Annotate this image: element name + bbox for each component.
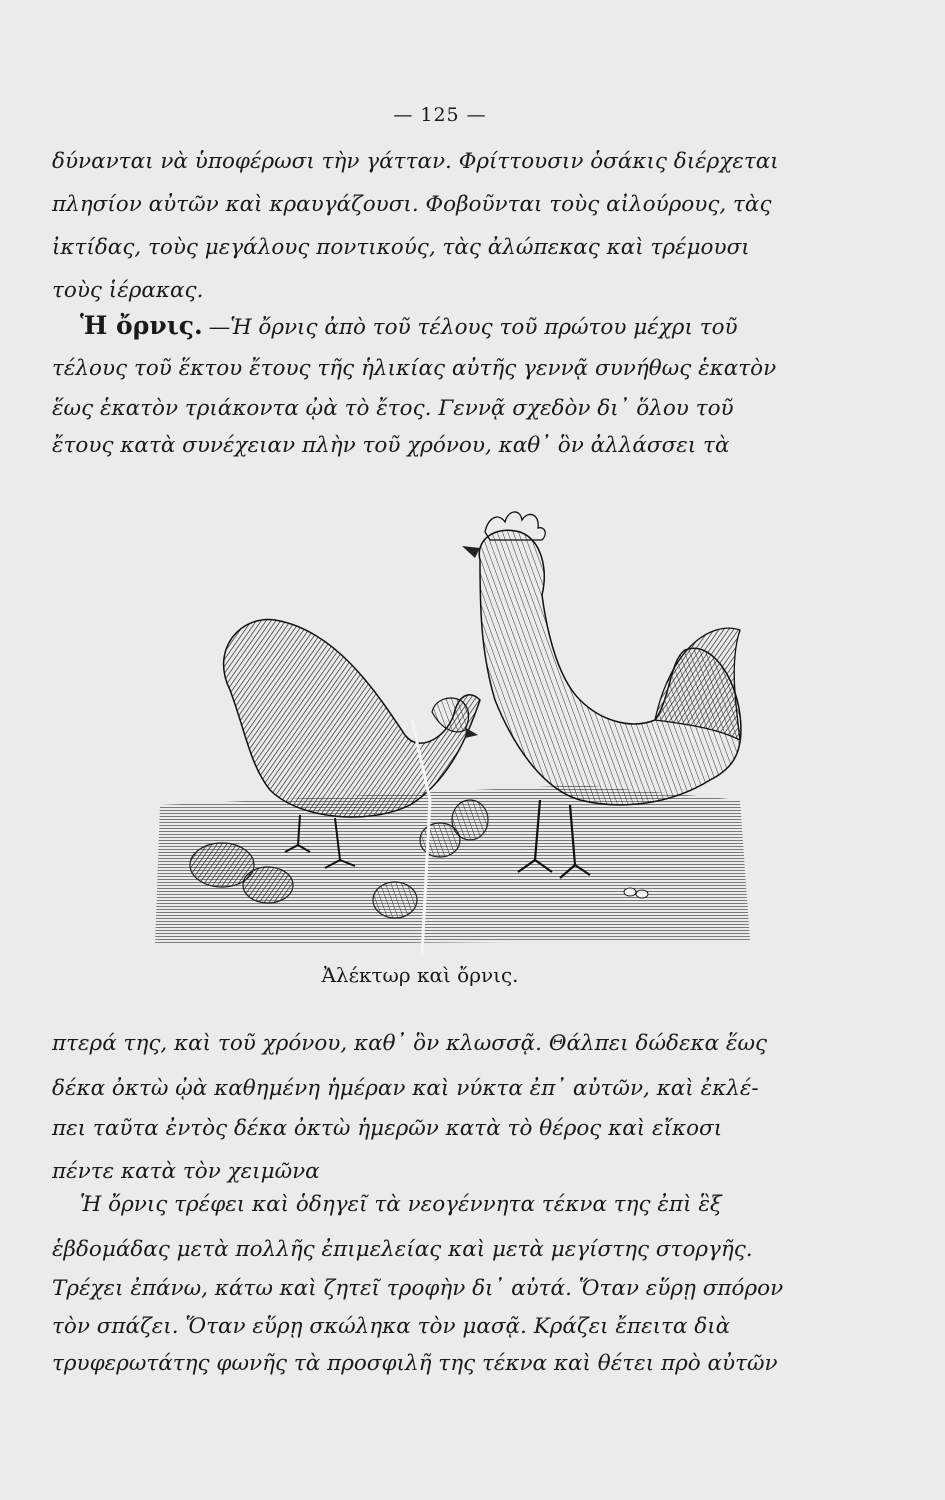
text-line: τρυφερωτάτης φωνῆς τὰ προσφιλῆ της τέκνα καὶ θέτει πρὸ αὐτῶν [52,1351,778,1376]
page-number: — 125 — [393,104,487,126]
text-line: Ἡ ὄρνις τρέφει καὶ ὁδηγεῖ τὰ νεογέννητα τέκνα της ἐπὶ ἓξ [80,1192,722,1217]
text-line: ἔτους κατὰ συνέχειαν πλὴν τοῦ χρόνου, καθ᾽ ὃν ἀλλάσσει τὰ [52,433,730,458]
egg [624,888,636,896]
hen-beak [465,728,478,738]
egg [636,890,648,898]
hen-head [432,698,469,732]
section-heading: Ἡ ὄρνις. [80,311,203,340]
text-line: πέντε κατὰ τὸν χειμῶνα [52,1159,320,1184]
engraving-illustration [150,500,760,955]
rooster-beak [462,546,480,558]
text-line: ἕως ἑκατὸν τριάκοντα ᾠὰ τὸ ἔτος. Γεννᾷ σχεδὸν δι᾽ ὅλου τοῦ [52,396,734,421]
figure-caption: Ἀλέκτωρ καὶ ὄρνις. [321,963,519,987]
text-line: πτερά της, καὶ τοῦ χρόνου, καθ᾽ ὃν κλωσσᾷ. Θάλπει δώδεκα ἕως [52,1031,768,1056]
text-line: δέκα ὀκτὼ ᾠὰ καθημένη ἡμέραν καὶ νύκτα ἐπ᾽ αὐτῶν, καὶ ἐκλέ- [52,1076,759,1101]
chick [452,800,488,840]
heading-line [80,312,850,341]
chick [243,867,293,903]
text-line: Τρέχει ἐπάνω, κάτω καὶ ζητεῖ τροφὴν δι᾽ αὐτά. Ὅταν εὕρῃ σπόρον [52,1276,784,1301]
text-line: —Ἡ ὄρνις ἀπὸ τοῦ τέλους τοῦ πρώτου μέχρι τοῦ [208,315,738,340]
text-line: πει ταῦτα ἐντὸς δέκα ὀκτὼ ἡμερῶν κατὰ τὸ θέρος καὶ εἴκοσι [52,1116,723,1141]
text-line: τὸν σπάζει. Ὅταν εὕρῃ σκώληκα τὸν μασᾷ. Κράζει ἔπειτα διὰ [52,1314,731,1339]
text-line: ἰκτίδας, τοὺς μεγάλους ποντικούς, τὰς ἀλώπεκας καὶ τρέμουσι [52,235,750,260]
text-line: τέλους τοῦ ἕκτου ἔτους τῆς ἡλικίας αὐτῆς γεννᾷ συνήθως ἑκατὸν [52,356,777,381]
text-line: ἑβδομάδας μετὰ πολλῆς ἐπιμελείας καὶ μετὰ μεγίστης στοργῆς. [52,1237,753,1262]
text-line: δύνανται νὰ ὑποφέρωσι τὴν γάτταν. Φρίττουσιν ὁσάκις διέρχεται [52,149,779,174]
chick [373,882,417,918]
text-line: τοὺς ἱέρακας. [52,278,204,303]
text-line: πλησίον αὐτῶν καὶ κραυγάζουσι. Φοβοῦνται τοὺς αἰλούρους, τὰς [52,192,772,217]
rooster-and-hen-engraving [150,500,760,955]
